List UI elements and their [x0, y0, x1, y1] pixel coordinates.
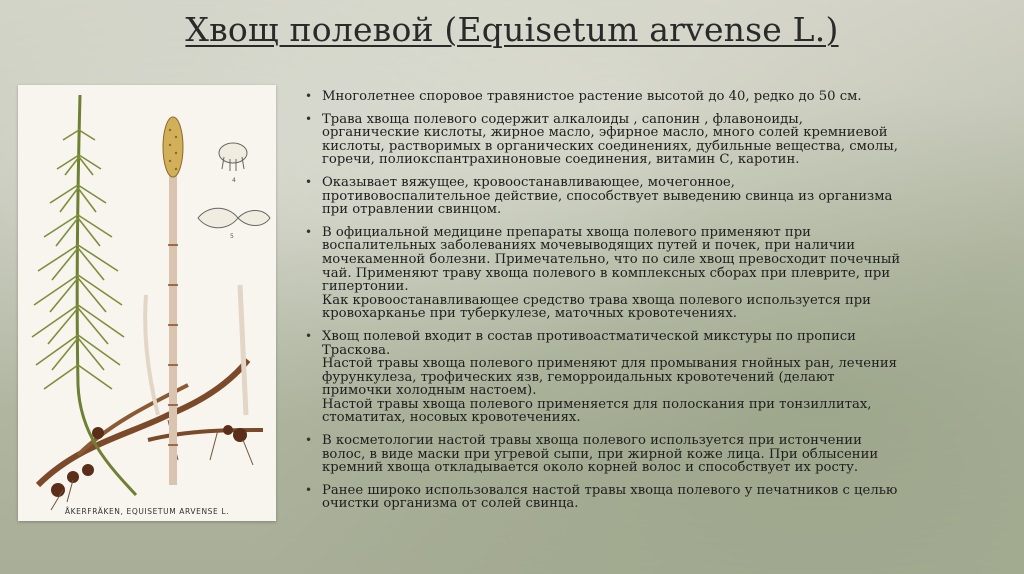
bullet-text: Трава хвоща полевого содержит алкалоиды , сапонин , флавоноиды, органические кислоты, жирное масло, эфирное масло, много солей кремниевой кислоты, растворимых в органических соединениях, дубильные вещества, смолы, горечи, полиокспантрахиноновые соединения, витамин С, каротин.	[322, 111, 898, 168]
bullet-item	[302, 330, 1002, 425]
bullet-item	[302, 484, 1002, 511]
bullet-dot-icon: •	[305, 433, 313, 448]
figure-marker-5: 5	[230, 233, 234, 240]
bullet-text: В официальной медицине препараты хвоща полевого применяют при воспалительных заболеваниях мочевыводящих путей и почек, при наличии мочекаменной болезни. Примечательно, что по силе хвощ превосходит почечный чай. Применяют траву хвоща полевого в комплексных сборах при плеврите, при гипертонии. Как кровоостанавливающее средство трава хвоща полевого используется при кровохарканье при туберкулезе, маточных кровотечениях.	[322, 224, 901, 322]
botanical-illustration	[18, 85, 276, 521]
bullet-item	[302, 226, 1002, 321]
figure-marker-4: 4	[232, 177, 236, 184]
bullet-text: Многолетнее споровое травянистое растение высотой до 40, редко до 50 см.	[322, 89, 862, 104]
bullet-text: В косметологии настой травы хвоща полевого используется при истончении волос, в виде маски при угревой сыпи, при жирной коже лица. При облысении кремний хвоща откладывается около корней волос и способствует их росту.	[322, 433, 879, 476]
slide-title: Хвощ полевой (Equisetum arvense L.)	[185, 10, 839, 49]
bullet-dot-icon: •	[305, 174, 313, 189]
bullet-item	[302, 113, 1002, 167]
bullet-dot-icon: •	[305, 89, 313, 103]
illustration-caption: ÅKERFRÄKEN, EQUISETUM ARVENSE L.	[64, 507, 230, 516]
horsetail-plant-drawing	[18, 85, 276, 521]
bullet-list	[302, 90, 1002, 520]
bullet-dot-icon: •	[305, 224, 313, 239]
bullet-item	[302, 434, 1002, 475]
bullet-text: Ранее широко использовался настой травы хвоща полевого у печатников с целью очистки организма от солей свинца.	[322, 482, 898, 512]
bullet-dot-icon: •	[305, 328, 313, 343]
bullet-dot-icon: •	[305, 482, 313, 497]
bullet-dot-icon: •	[305, 111, 313, 126]
bullet-item	[302, 90, 1002, 104]
bullet-text: Оказывает вяжущее, кровоостанавливающее, мочегонное, противовоспалительное действие, способствует выведению свинца из организма при отравлении свинцом.	[322, 174, 893, 218]
bullet-item	[302, 176, 1002, 217]
bullet-text: Хвощ полевой входит в состав противоастматической микстуры по прописи Траскова. Настой травы хвоща полевого применяют для промывания гнойных ран, лечения фурункулеза, трофических язв, геморроидальных кровотечений (делают примочки холодным настоем). Настой травы хвоща полевого применяется для полоскания при тонзиллитах, стоматитах, носовых кровотечениях.	[322, 328, 898, 426]
